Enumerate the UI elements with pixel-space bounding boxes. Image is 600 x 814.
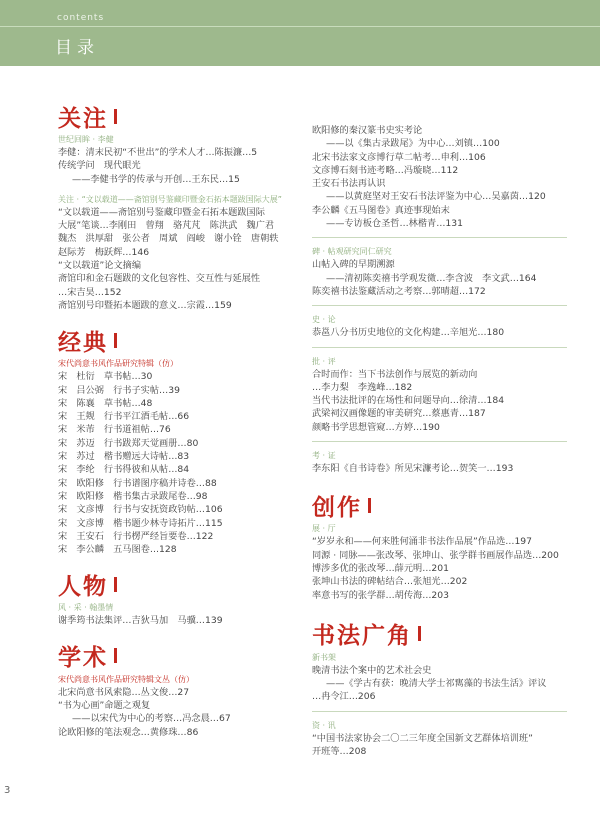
title-bar <box>114 577 117 592</box>
section-title-text: 关注 <box>58 104 108 132</box>
section-guanzhu <box>58 100 313 312</box>
toc-entry[interactable]: 斋馆别号印暨拓本题跋的意义…宗霞…159 <box>58 299 232 311</box>
toc-entry[interactable]: 大展”笔谈…李刚田 曾翔 骆芃芃 陈洪武 魏广君 <box>58 220 275 232</box>
toc-entry[interactable]: 宋 欧阳修 楷书集古录跋尾卷…98 <box>58 490 208 502</box>
toc-entry[interactable]: ——清初陈奕禧书学观发微…李含波 李文武…164 <box>326 272 537 284</box>
section-title-text: 人物 <box>58 572 108 600</box>
toc-entry[interactable]: 宋 李公麟 五马图卷…128 <box>58 544 177 556</box>
toc-entry[interactable]: 宋 苏迈 行书跋郑天觉画册…80 <box>58 437 199 449</box>
toc-entry[interactable]: 博涉多优的张改琴…薛元明…201 <box>312 562 449 574</box>
toc-entry[interactable]: 陈奕禧书法鉴藏活动之考察…郭晴超…172 <box>312 285 486 297</box>
toc-entry[interactable]: 晚清书法个案中的艺术社会史 <box>312 664 432 676</box>
toc-entry[interactable]: 宋 文彦博 楷书题少林寺诗拓片…115 <box>58 517 223 529</box>
toc-entry[interactable]: 李健：清末民初“不世出”的学术人才…陈振濂…5 <box>58 147 258 158</box>
section-title <box>58 568 313 600</box>
toc-entry[interactable]: 率意书写的张学群…胡传海…203 <box>312 589 449 601</box>
section-title-text: 学术 <box>58 644 108 672</box>
toc-entry[interactable]: “中国书法家协会二〇二三年度全国新文艺群体培训班” <box>312 732 533 744</box>
header-label-en: contents <box>57 13 105 23</box>
toc-entry[interactable]: 北宋书法家文彦博行草二帖考…申利…106 <box>312 151 486 163</box>
title-bar <box>368 498 371 513</box>
toc-entry[interactable]: 开班等…208 <box>312 746 367 758</box>
toc-entry[interactable]: …宋吉昊…152 <box>58 286 122 298</box>
toc-entry[interactable]: ——李健书学的传承与开创…王东民…15 <box>72 173 240 185</box>
toc-entry[interactable]: …李力梨 李逸峰…182 <box>312 381 413 393</box>
toc-entry[interactable]: 宋 米芾 行书道祖帖…76 <box>58 424 171 436</box>
toc-entry[interactable]: 当代书法批评的在场性和问题导向…徐清…184 <box>312 395 505 407</box>
section-title-text: 经典 <box>58 328 108 356</box>
toc-entry[interactable]: 赵际芳 梅跃辉…146 <box>58 246 150 258</box>
section-title <box>58 100 313 132</box>
toc-entry[interactable]: 宋 王觌 行书平江酒毛帖…66 <box>58 411 190 423</box>
page-number: 3 <box>4 785 11 796</box>
toc-entry[interactable]: “文以载道”论文摘编 <box>58 260 142 272</box>
toc-entry[interactable]: 斋馆印和金石题跋的文化包容性、交互性与延展性 <box>58 273 261 285</box>
section-title <box>312 489 567 521</box>
toc-entry[interactable]: 文彦博石刻书迹考略…冯璇晓…112 <box>312 164 459 176</box>
toc-entry[interactable]: 李东阳《自书诗卷》所见宋濂考论…贺笑一…193 <box>312 463 514 475</box>
toc-entry[interactable]: 宋 文彦博 行书与安抚资政钧帖…106 <box>58 504 223 516</box>
header-band <box>0 0 600 66</box>
toc-entry[interactable]: 魏杰 洪厚甜 张公者 周斌 阎峻 谢小铨 唐朝轶 <box>58 233 279 245</box>
subheading: 宋代尚意书风作品研究特辑文丛（仿） <box>58 674 194 684</box>
left-column <box>58 100 313 745</box>
toc-entry[interactable]: ——专访板仓圣哲…林楷青…131 <box>326 218 463 230</box>
section-title <box>312 618 567 650</box>
toc-entry[interactable]: “书为心画”命题之观复 <box>58 700 151 712</box>
toc-entry[interactable]: ——以《集古录跋尾》为中心…刘镇…100 <box>326 138 500 150</box>
subheading: 风 · 采 · 翰墨情 <box>58 603 114 613</box>
toc-entry[interactable]: 武梁祠汉画像题的审美研究…蔡惠青…187 <box>312 408 486 420</box>
right-column <box>312 124 567 764</box>
section-title <box>58 324 313 356</box>
toc-entry[interactable]: 北宋尚意书风索隐…丛文俊…27 <box>58 686 190 698</box>
toc-entry[interactable]: “岁岁永和——何来胜何涌非书法作品展”作品选…197 <box>312 536 532 548</box>
divider <box>312 441 567 442</box>
toc-entry[interactable]: 宋 王安石 行书楞严经旨要卷…122 <box>58 530 214 542</box>
toc-entry[interactable]: 王安石书法再认识 <box>312 178 386 190</box>
toc-entry[interactable]: 同源 · 同脉——张改琴、张坤山、张学群书画展作品选…200 <box>312 549 559 561</box>
toc-entry[interactable]: 宋 吕公弼 行书子实帖…39 <box>58 384 180 396</box>
toc-entry[interactable]: 张坤山书法的碑帖结合…张旭光…202 <box>312 576 468 588</box>
divider <box>312 711 567 712</box>
title-bar <box>114 648 117 663</box>
toc-entry[interactable]: 宋 欧阳修 行书谱图序稿并诗卷…88 <box>58 477 217 489</box>
divider <box>312 237 567 238</box>
subheading: 批 · 评 <box>312 356 336 366</box>
section-jingdian <box>58 324 313 556</box>
title-bar <box>418 626 421 641</box>
title-bar <box>114 109 117 124</box>
subheading: 资 · 讯 <box>312 720 336 730</box>
toc-entry[interactable]: 合时而作：当下书法创作与展览的新动向 <box>312 368 478 380</box>
spacer <box>312 608 567 618</box>
subheading: 宋代尚意书风作品研究特辑（仿） <box>58 359 178 369</box>
title-bar <box>114 333 117 348</box>
subheading: 关注 · “文以载道——斋馆别号鉴藏印暨金石拓本题跋国际大展” <box>58 194 282 204</box>
toc-entry[interactable]: ——《学古有获：晚清大学士祁寯藻的书法生活》评议 <box>326 678 547 690</box>
section-shufa-guangjiao <box>312 618 567 758</box>
divider <box>312 305 567 306</box>
toc-entry[interactable]: 宋 苏过 楷书赠远大诗帖…83 <box>58 451 190 463</box>
spacer <box>58 186 313 192</box>
toc-entry[interactable]: 传统学问 现代眼光 <box>58 160 141 172</box>
toc-entry[interactable]: 宋 李纶 行书得彼和从帖…84 <box>58 464 190 476</box>
section-chuangzuo <box>312 489 567 601</box>
page-title: 目录 <box>55 38 99 58</box>
toc-entry[interactable]: 宋 陈襄 草书帖…48 <box>58 397 153 409</box>
header-rule <box>0 26 600 27</box>
spacer <box>312 475 567 489</box>
section-renwu <box>58 568 313 627</box>
divider <box>312 347 567 348</box>
section-title-text: 书法广角 <box>312 622 412 650</box>
section-title <box>58 640 313 672</box>
toc-entry[interactable]: 宋 杜衍 草书帖…30 <box>58 371 153 383</box>
toc-entry[interactable]: 李公麟《五马图卷》真迹事现始末 <box>312 204 450 216</box>
subheading: 史 · 论 <box>312 315 336 325</box>
subheading: 世纪回眸 · 李健 <box>58 135 114 144</box>
toc-entry[interactable]: ——以黄庭坚对王安石书法评鉴为中心…吴嘉茵…120 <box>326 191 546 203</box>
toc-entry[interactable]: 颜略书学思想管窥…方婷…190 <box>312 421 440 433</box>
toc-entry[interactable]: “文以载道——斋馆别号鉴藏印暨金石拓本题跋国际 <box>58 206 265 218</box>
subheading: 碑 · 帖观研究同仁研究 <box>312 247 392 257</box>
subheading: 展 · 厅 <box>312 524 336 534</box>
toc-entry[interactable]: 谢季筠书法集评…吉狄马加 马骥…139 <box>58 615 223 627</box>
subheading: 考 · 证 <box>312 451 336 461</box>
toc-entry[interactable]: …冉令江…206 <box>312 691 376 703</box>
toc-entry[interactable]: 恭邕八分书历史地位的文化构建…辛旭光…180 <box>312 327 505 339</box>
subheading: 新书架 <box>312 652 336 662</box>
toc-entry[interactable]: 欧阳修的秦汉篆书史实考论 <box>312 125 423 136</box>
toc-entry[interactable]: 论欧阳修的笔法观念…黄修珠…86 <box>58 726 199 738</box>
toc-entry[interactable]: ——以宋代为中心的考察…冯念晨…67 <box>72 713 231 725</box>
toc-entry[interactable]: 山帖入碑的早期溯源 <box>312 259 395 271</box>
section-title-text: 创作 <box>312 493 362 521</box>
section-xueshu <box>58 640 313 739</box>
